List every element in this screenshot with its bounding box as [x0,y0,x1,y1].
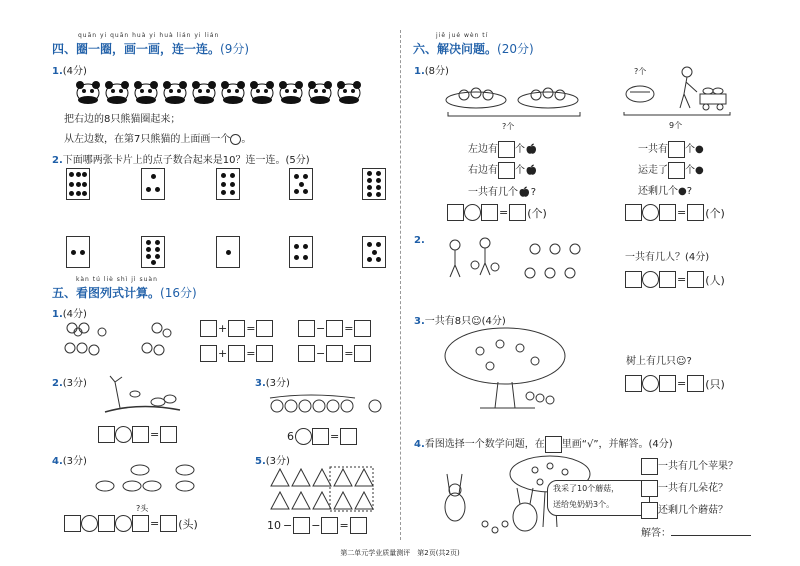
answer-box[interactable] [64,515,81,532]
pandas-illustration [72,76,372,106]
dot [376,185,381,190]
answer-box[interactable] [545,436,562,453]
q-number: 4. [414,439,425,450]
dot [76,172,81,177]
answer-line[interactable] [671,535,751,536]
dot [294,189,299,194]
sec6-q1-left-line3: 一共有几个🍎︎? [468,187,537,198]
panda-icon [163,81,187,104]
sec5-q1-eq3: + = [200,345,273,362]
dot [367,257,372,262]
operator-circle[interactable] [464,204,481,221]
page-footer: 第二单元学业质量测评 第2页(共2页) [340,549,460,557]
circle-shape [230,134,241,145]
answer-box[interactable] [668,141,685,158]
q-points: (4分) [62,309,87,320]
unit-label: (个) [527,206,547,220]
q-points: (8分) [424,66,449,77]
sec5-q4-eq: = (头) [64,515,199,532]
question-text: 一共有几人？ [625,252,685,263]
q4-text: 里画“√”，并解答。 [561,439,649,450]
sec6-q1-right-eq: = (个) [625,204,726,221]
dot [294,255,299,260]
dot [151,260,156,265]
sec4-title [52,40,249,57]
sec4-title-text: 四、圈一圈，画一画，连一连。 [52,42,221,56]
dot [82,191,87,196]
sec5-q4-bracket-label: ?头 [136,504,149,513]
sec6-q1-left-eq: = (个) [447,204,548,221]
panda-icon [76,81,100,104]
dot [221,190,226,195]
answer-box[interactable] [668,162,685,179]
dot [303,189,308,194]
q-points: (4分) [648,439,673,450]
answer-box[interactable] [687,271,704,288]
answer-box[interactable] [340,428,357,445]
q-points: (3分) [62,456,87,467]
answer-box[interactable] [447,204,464,221]
sec6-q1-right-line3: 还剩几个●? [638,186,693,197]
dot-card[interactable] [289,168,313,200]
dot [155,187,160,192]
sec5-q1-eq2: − = [298,320,371,337]
watermelon-icon: ● [695,144,704,155]
answer-box[interactable] [625,271,642,288]
q-points: (5分) [285,155,310,166]
dot [69,191,74,196]
answer-box[interactable] [659,375,676,392]
operator-circle[interactable] [81,515,98,532]
sec5-q3-eq: 6 = [286,428,357,445]
dot [372,250,377,255]
q-number: 3. [414,316,425,327]
checkbox[interactable] [641,502,658,519]
q-number: 2. [52,378,63,389]
operator-circle[interactable] [115,426,132,443]
sec6-q3-question: 树上有几只☺? [626,356,692,367]
sec6-q4-option-1[interactable] [641,457,738,475]
panda-icon [337,81,361,104]
triangles-illustration [268,466,374,512]
panda-icon [279,81,303,104]
answer-box[interactable] [659,271,676,288]
dot [230,173,235,178]
sec5-q2-eq: = [98,426,177,443]
q-number: 2. [52,155,63,166]
panda-icon [105,81,129,104]
dot [230,182,235,187]
line-text: 个 [685,165,695,176]
panda-icon [134,81,158,104]
dot [82,172,87,177]
answer-box[interactable] [625,204,642,221]
answer-box[interactable] [98,515,115,532]
panda-icon [192,81,216,104]
dot [146,254,151,259]
operator-circle[interactable] [642,271,659,288]
apples-illustration [265,388,385,423]
dot [230,190,235,195]
unit-label: (个) [705,206,725,220]
dot [367,178,372,183]
apple-icon: 🍎︎ [525,165,538,176]
children-playing-illustration [440,235,590,291]
dot-card[interactable] [216,236,240,268]
sec6-points: (20分) [497,42,534,56]
monkey-icon: ☺ [676,356,687,367]
dot [226,250,231,255]
dot [146,247,151,252]
answer-box[interactable] [625,375,642,392]
q-number: 1. [52,309,63,320]
answer-box[interactable] [687,204,704,221]
q-points: (4分) [685,252,710,263]
option-text: 一共有几个苹果？ [658,461,738,472]
unit-label: (人) [705,273,725,287]
sec6-q4-option-3[interactable] [641,501,728,519]
dot [146,240,151,245]
sec6-q4-answer [641,524,751,539]
answer-box[interactable] [312,428,329,445]
answer-box[interactable] [326,345,343,362]
dot [303,244,308,249]
sec5-title-text: 五、看图列式计算。 [52,286,161,300]
sec6-q2-eq: = (人) [625,271,726,288]
answer-box[interactable] [200,345,217,362]
birds-on-branch-illustration [100,372,185,422]
q-points: (3分) [62,378,87,389]
q-number: 1. [414,66,425,77]
q-number: 3. [255,378,266,389]
answer-box[interactable] [687,375,704,392]
panda-icon [308,81,332,104]
operator-circle[interactable] [642,204,659,221]
line-text: 个 [685,144,695,155]
q1-line2-text: 从左边数，在第7只熊猫的上面画一个 [64,134,231,145]
dot [303,255,308,260]
sec4-q1-line2 [64,130,251,145]
sec4-points: (9分) [220,42,250,56]
sec5-q5-eq: 10 − − = [266,517,367,534]
monkey-icon: ☺ [471,316,482,327]
line-text: 左边有 [468,144,498,155]
line-text: 个 [515,165,525,176]
operator-circle[interactable] [115,515,132,532]
unit-label: (只) [705,377,725,391]
answer-box[interactable] [200,320,217,337]
answer-box[interactable] [298,320,315,337]
answer-box[interactable] [98,426,115,443]
unit-label: (头) [178,517,198,531]
sec4-q1-line1: 把右边的8只熊猫圈起来； [64,114,181,125]
sec5-pinyin: kàn tú liè shì jì suàn [76,276,158,283]
q-points: (4分) [62,66,87,77]
panda-icon [250,81,274,104]
answer-box[interactable] [659,204,676,221]
q3-text: 一共有8只 [424,316,472,327]
option-text: 一共有几朵花？ [658,483,728,494]
sec6-q1-head [414,62,449,77]
rabbit-speech-bubble [547,480,650,516]
q-number: 1. [52,66,63,77]
dot-card[interactable] [289,236,313,268]
sec5-q4-head [52,452,87,467]
answer-box[interactable] [350,517,367,534]
answer-box[interactable] [321,517,338,534]
dot [294,174,299,179]
dot-card[interactable] [141,168,165,200]
q-points: (3分) [265,456,290,467]
dot [367,192,372,197]
dot [221,173,226,178]
answer-box[interactable] [228,320,245,337]
answer-label: 解答： [641,528,671,539]
q4-text: 看图选择一个数学问题，在 [424,439,545,450]
answer-box[interactable] [132,515,149,532]
dot [69,182,74,187]
dot-card[interactable] [141,236,165,268]
sec4-pinyin: quān yi quān huà yi huà lián yi lián [78,32,220,39]
checkbox[interactable] [641,458,658,475]
sec6-q1-left-bracket-label: ?个 [502,122,515,131]
sec6-q3-head [414,312,506,327]
operator-circle[interactable] [295,428,312,445]
answer-box[interactable] [326,320,343,337]
sec6-title-text: 六、解决问题。 [413,42,498,56]
line-text: 运走了 [638,165,668,176]
flowers-illustration [62,318,182,363]
q-number: 5. [255,456,266,467]
dot [367,185,372,190]
dot [71,250,76,255]
dot [76,182,81,187]
apple-icon: 🍎︎ [525,144,538,155]
answer-box[interactable] [160,426,177,443]
watermelon-icon: ● [695,165,704,176]
sec5-q2-head [52,374,87,389]
q2-text: 下面哪两张卡片上的点子数合起来是10？连一连。 [62,155,286,166]
line-text: 一共有几个 [468,187,518,198]
dot-card[interactable] [362,236,386,268]
sec6-q1-left-line2 [468,161,538,179]
dot [376,257,381,262]
answer-box[interactable] [256,320,273,337]
line-text: 右边有 [468,165,498,176]
line-text: 一共有 [638,144,668,155]
sec6-q1-right-line2 [638,161,704,179]
dot [367,171,372,176]
tree-monkeys-illustration [440,326,570,412]
sec6-q4-option-2[interactable] [641,479,728,497]
question-text: 树上有几只 [626,356,676,367]
dot-card[interactable] [66,168,90,200]
checkbox[interactable] [641,480,658,497]
dot [76,191,81,196]
sec5-title [52,284,197,301]
sec6-q1-right-line1 [638,140,704,158]
dot [155,247,160,252]
apple-plates-illustration [444,80,584,122]
sec6-q1-right-top-label: ?个 [634,67,647,76]
column-divider [400,30,401,540]
dot [303,174,308,179]
answer-box[interactable] [160,515,177,532]
apple-icon: 🍎︎ [518,187,531,198]
q-points: (3分) [265,378,290,389]
dot [221,182,226,187]
sec6-q1-left-line1 [468,140,538,158]
q-points: (4分) [481,316,506,327]
sheep-illustration [90,458,210,498]
line-text: 个 [515,144,525,155]
sec4-q1-head [52,62,87,77]
answer-box[interactable] [228,345,245,362]
dot [80,250,85,255]
sec6-q4-head [414,435,673,453]
answer-box[interactable] [354,345,371,362]
dot [367,242,372,247]
sec5-q3-head [255,374,290,389]
line-text: 还剩几个 [638,186,678,197]
sec6-q2-question [625,248,709,263]
watermelon-icon: ● [678,186,687,197]
dot [294,244,299,249]
speech-line: 我采了10个蘑菇， [553,484,620,493]
operator-circle[interactable] [642,375,659,392]
option-text: 还剩几个蘑菇？ [658,505,728,516]
answer-box[interactable] [293,517,310,534]
answer-box[interactable] [132,426,149,443]
eq-lead-number: 10 [267,519,281,532]
dot [376,171,381,176]
q1-line2-end: 。 [241,134,252,145]
dot [151,174,156,179]
answer-box[interactable] [509,204,526,221]
dot [376,192,381,197]
sec4-q2-head [52,151,310,166]
dot [69,172,74,177]
sec5-points: (16分) [160,286,197,300]
sec5-q1-eq4: − = [298,345,371,362]
dot-card[interactable] [362,168,386,200]
answer-box[interactable] [498,141,515,158]
dot-card[interactable] [216,168,240,200]
sec5-q1-eq1: + = [200,320,273,337]
answer-box[interactable] [298,345,315,362]
sec6-pinyin: jiě jué wèn tí [436,32,489,39]
answer-box[interactable] [481,204,498,221]
sec6-title [413,40,534,57]
dot [376,178,381,183]
dot [376,242,381,247]
dot [155,240,160,245]
panda-icon [221,81,245,104]
sec6-q2-num: 2. [414,235,425,246]
sec6-q3-eq: = (只) [625,375,726,392]
answer-box[interactable] [498,162,515,179]
dot [82,182,87,187]
answer-box[interactable] [354,320,371,337]
dot-card[interactable] [66,236,90,268]
watermelon-cart-illustration [622,64,732,116]
eq-lead-number: 6 [287,430,294,443]
q-number: 4. [52,456,63,467]
sec6-q1-right-bracket-label: 9个 [669,121,683,130]
dot [299,182,304,187]
dot [146,187,151,192]
dot [155,254,160,259]
sec5-q5-head [255,452,290,467]
speech-line: 送给兔奶奶3个。 [553,500,615,509]
answer-box[interactable] [256,345,273,362]
